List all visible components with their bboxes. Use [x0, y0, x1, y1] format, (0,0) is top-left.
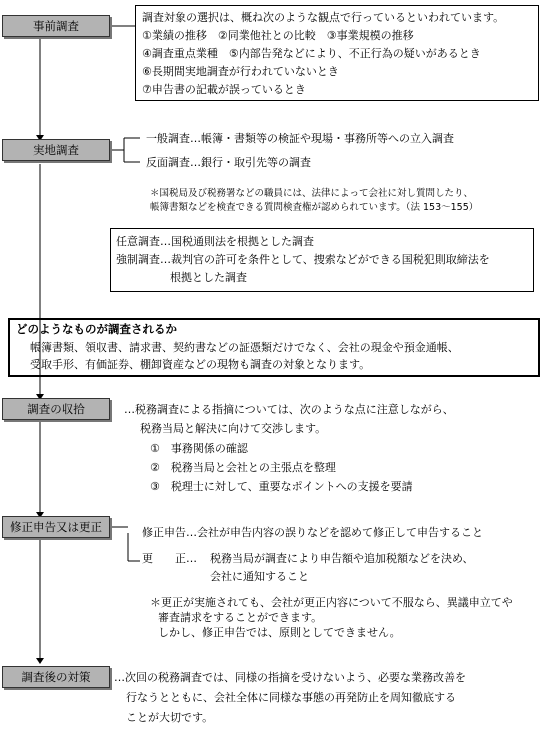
- reverse-survey-text: 反面調査…銀行・取引先等の調査: [146, 156, 311, 169]
- forced-survey-text: 強制調査…裁判官の許可を条件として、捜索などができる国税犯則取締法を: [116, 253, 490, 266]
- field-note-line: 帳簿書類などを検査できる質問検査権が認められています。（法 153〜155）: [150, 202, 479, 213]
- investigated-text: 帳簿書類、領収書、請求書、契約書などの証憑類だけでなく、会社の現金や預金通帳、: [30, 341, 459, 354]
- pre-survey-line: ①業績の推移 ②同業他社との比較 ③事業規模の推移: [142, 29, 414, 42]
- stage-pre-survey: 事前調査: [2, 15, 110, 37]
- general-survey-text: 一般調査…帳簿・書類等の検証や現場・事務所等への立入調査: [146, 132, 454, 145]
- stage-after-measures: 調査後の対策: [2, 666, 110, 688]
- investigated-title: どのようなものが調査されるか: [16, 322, 177, 336]
- settlement-text: 税務当局と解決に向けて交渉します。: [140, 422, 327, 435]
- field-note-line: ＊国税局及び税務署などの職員には、法律によって会社に対し質問したり、: [150, 188, 474, 199]
- after-measures-text: 行なうとともに、会社全体に同様な事態の再発防止を周知徹底する: [126, 691, 456, 704]
- after-measures-text: ことが大切です。: [126, 711, 214, 724]
- stage-field-survey: 実地調査: [2, 139, 110, 161]
- after-measures-text: …次回の税務調査では、同様の指摘を受けないよう、必要な業務改善を: [114, 671, 466, 684]
- forced-survey-text-cont: 根拠とした調査: [170, 271, 247, 284]
- pre-survey-line: ⑥長期間実地調査が行われていないとき: [142, 65, 339, 78]
- settlement-item: ② 税務当局と会社との主張点を整理: [150, 461, 336, 474]
- amendment-note: しかし、修正申告では、原則としてできません。: [158, 626, 401, 639]
- settlement-text: …税務調査による指摘については、次のような点に注意しながら、: [124, 403, 454, 416]
- stage-settlement: 調査の収拾: [2, 398, 110, 420]
- pre-survey-line: 調査対象の選択は、概ね次のような観点で行っているといわれています。: [142, 11, 505, 24]
- pre-survey-line: ④調査重点業種 ⑤内部告発などにより、不正行為の疑いがあるとき: [142, 47, 481, 60]
- settlement-item: ③ 税理士に対して、重要なポイントへの支援を要請: [150, 480, 413, 493]
- stage-amendment: 修正申告又は更正: [2, 516, 110, 538]
- pre-survey-line: ⑦申告書の記載が誤っているとき: [142, 83, 306, 96]
- revised-return-text: 修正申告…会社が申告内容の誤りなどを認めて修正して申告すること: [142, 526, 483, 539]
- investigated-text: 受取手形、有価証券、棚卸資産などの現物も調査の対象となります。: [30, 358, 371, 371]
- voluntary-survey-text: 任意調査…国税通則法を根拠とした調査: [116, 235, 314, 248]
- amendment-note: 審査請求をすることができます。: [158, 611, 323, 624]
- correction-text: 税務当局が調査により申告額や追加税額などを決め、: [210, 552, 474, 565]
- correction-text: 会社に通知すること: [210, 570, 309, 583]
- settlement-item: ① 事務関係の確認: [150, 442, 248, 455]
- amendment-note: ＊更正が実施されても、会社が更正内容について不服なら、異議申立てや: [150, 596, 513, 609]
- correction-label: 更 正…: [142, 552, 197, 565]
